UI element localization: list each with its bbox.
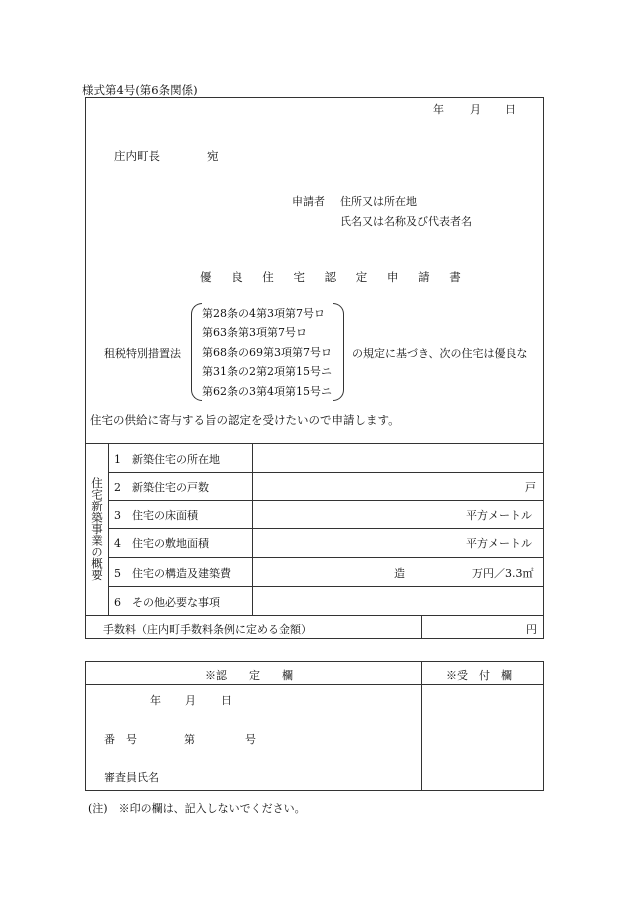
law-continuation: の規定に基づき、次の住宅は優良な	[352, 347, 528, 360]
project-overview-vertical-label: 住宅新築事業の概要	[90, 477, 104, 581]
row-divider	[108, 586, 544, 587]
construction-cost-unit: 万円／3.3㎡	[472, 567, 534, 580]
table-row-5-label	[114, 565, 231, 581]
left-bracket	[191, 303, 202, 401]
applicant-label: 申請者	[292, 195, 325, 208]
cert-number-go: 号	[245, 733, 256, 746]
table-row-2-label	[114, 479, 209, 495]
date-year: 年	[433, 103, 444, 116]
law-article-3: 第68条の69第3項第7号ロ	[202, 346, 332, 359]
row-number: 6	[114, 596, 121, 609]
fee-divider	[421, 615, 422, 639]
other-items-field[interactable]	[253, 588, 543, 614]
receipt-header: ※受 付 欄	[446, 669, 512, 682]
row-number: 5	[114, 567, 121, 580]
fee-unit: 円	[526, 623, 537, 636]
office-header-line	[85, 684, 544, 685]
table-bottom-line	[85, 615, 544, 616]
certification-header: ※認 定 欄	[205, 669, 293, 682]
law-name: 租税特別措置法	[104, 347, 181, 360]
row-number: 2	[114, 481, 121, 494]
examiner-label: 審査員氏名	[104, 771, 159, 784]
office-divider	[421, 661, 422, 791]
applicant-address-label: 住所又は所在地	[340, 195, 417, 208]
law-article-1: 第28条の4第3項第7号ロ	[202, 307, 325, 320]
row-label: 住宅の敷地面積	[132, 537, 209, 550]
cert-number-dai: 第	[184, 733, 195, 746]
addressee-suffix: 宛	[207, 149, 219, 163]
row-label: 住宅の構造及建築費	[132, 567, 231, 580]
law-article-2: 第63条第3項第7号ロ	[202, 326, 307, 339]
footnote: (注) ※印の欄は、記入しないでください。	[88, 802, 306, 815]
addressee-name: 庄内町長	[114, 149, 160, 163]
date-day: 日	[505, 103, 516, 116]
applicant-name-label: 氏名又は名称及び代表者名	[340, 215, 472, 228]
cert-date-month: 月	[185, 694, 196, 707]
row-label: 新築住宅の戸数	[132, 481, 209, 494]
location-field[interactable]	[253, 445, 543, 471]
cert-date-day: 日	[221, 694, 232, 707]
vertical-label-divider	[108, 443, 109, 615]
table-row-4-label	[114, 535, 209, 551]
table-top-line	[85, 443, 544, 444]
row-number: 3	[114, 509, 121, 522]
right-bracket	[333, 303, 344, 401]
row-label: その他必要な事項	[132, 596, 220, 609]
law-article-4: 第31条の2第2項第15号ニ	[202, 365, 332, 378]
table-row-6-label	[114, 594, 220, 610]
row-number: 1	[114, 453, 121, 466]
row-divider	[108, 472, 544, 473]
law-closing: 住宅の供給に寄与する旨の認定を受けたいので申請します。	[90, 413, 400, 427]
fee-label: 手数料（庄内町手数料条例に定める金額）	[103, 623, 312, 636]
table-row-1-label	[114, 451, 220, 467]
cert-date-year: 年	[150, 694, 161, 707]
table-row-3-label	[114, 507, 198, 523]
floor-area-unit: 平方メートル	[466, 509, 532, 522]
row-divider	[108, 500, 544, 501]
site-area-unit: 平方メートル	[466, 537, 532, 550]
cert-number-label: 番 号	[104, 733, 137, 746]
row-label: 住宅の床面積	[132, 509, 198, 522]
row-number: 4	[114, 537, 121, 550]
row-divider	[108, 557, 544, 558]
row-label: 新築住宅の所在地	[132, 453, 220, 466]
document-title: 優 良 住 宅 認 定 申 請 書	[200, 270, 464, 284]
form-number: 様式第4号(第6条関係)	[82, 83, 198, 97]
date-month: 月	[470, 103, 481, 116]
law-article-5: 第62条の3第4項第15号ニ	[202, 385, 332, 398]
row-divider	[108, 528, 544, 529]
unit-count-unit: 戸	[525, 481, 536, 494]
structure-suffix: 造	[394, 567, 405, 580]
